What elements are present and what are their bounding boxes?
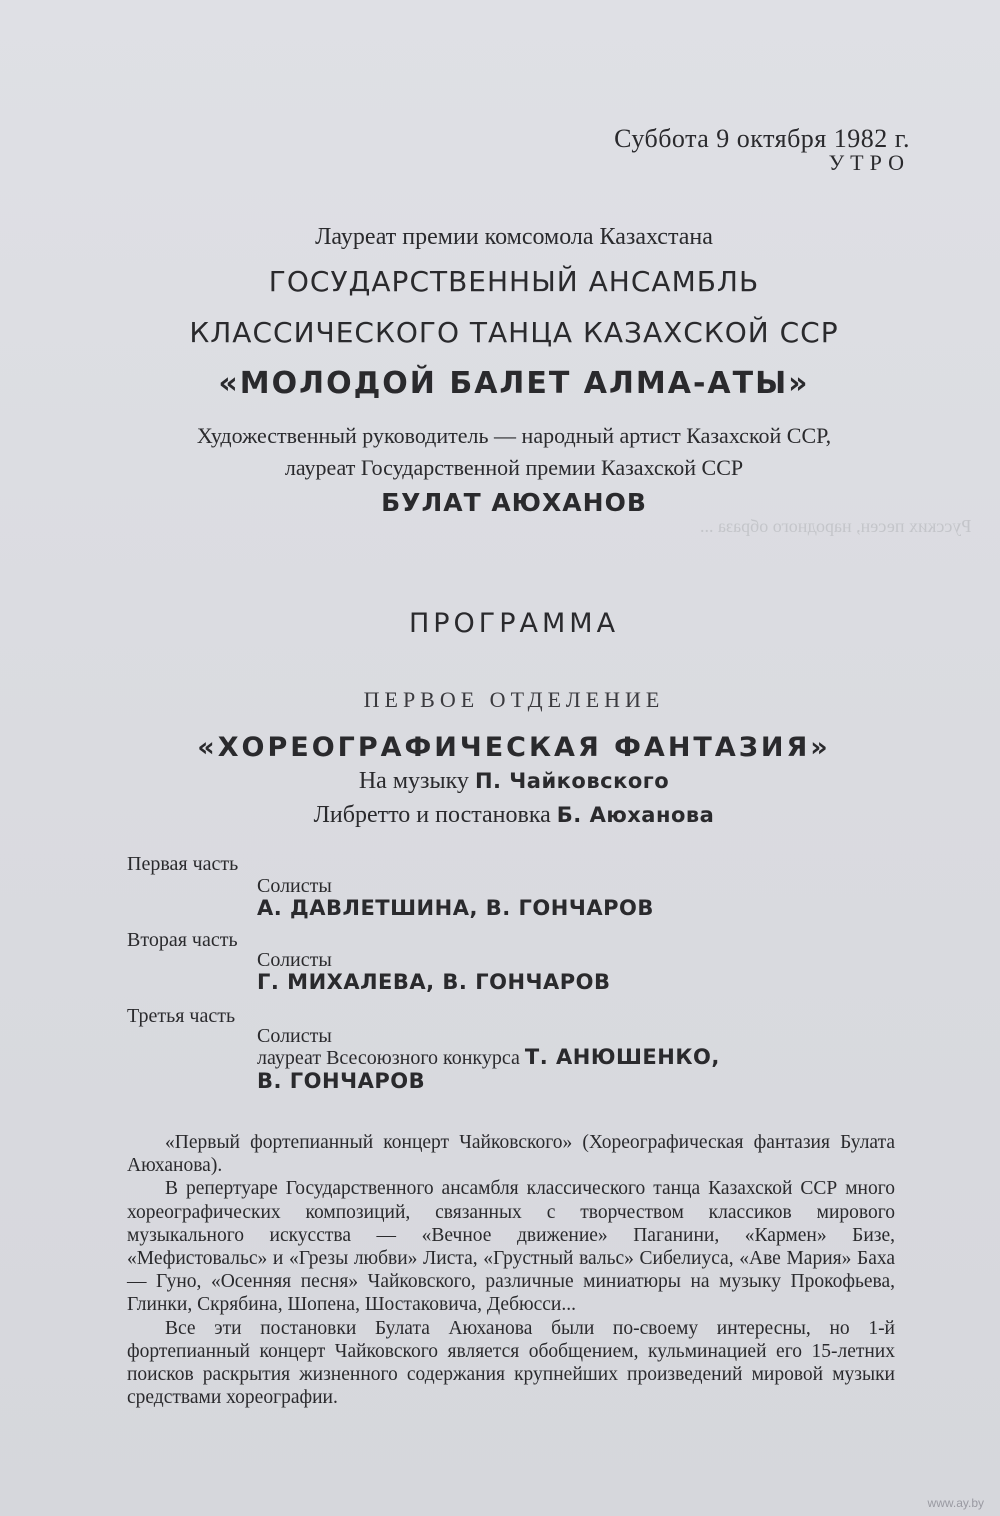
director-title-line2: лауреат Государственной премии Казахской ССР bbox=[284, 455, 744, 480]
music-prefix: На музыку bbox=[358, 768, 469, 794]
concert-time: УТРО bbox=[828, 150, 910, 175]
ensemble-name-line1: ГОСУДАРСТВЕННЫЙ АНСАМБЛЬ bbox=[268, 265, 760, 298]
description-paragraph: «Первый фортепианный концерт Чайковского» (Хореографическая фантазия Булата Аюханова). bbox=[127, 1132, 895, 1177]
music-credit bbox=[14, 768, 1000, 795]
section-label: ПЕРВОЕ ОТДЕЛЕНИЕ bbox=[363, 687, 665, 712]
composer-name: П. Чайковского bbox=[474, 769, 670, 793]
choreographer-name: Б. Аюханова bbox=[556, 803, 715, 827]
ensemble-laureate: Лауреат премии комсомола Казахстана bbox=[315, 224, 713, 250]
part-label: Третья часть bbox=[127, 1005, 236, 1027]
soloists-label: Солисты bbox=[257, 949, 332, 971]
description-paragraph: Все эти постановки Булата Аюханова были по-своему интересны, но 1-й фортепианный концерт Чайковского является обобщением, кульминацией его 15-летних поисков раскрытия жизненного содержания крупнейших произведений мировой музыки средствами хореографии. bbox=[127, 1317, 895, 1409]
work-title: «ХОРЕОГРАФИЧЕСКАЯ ФАНТАЗИЯ» bbox=[197, 732, 831, 763]
concert-date: Суббота 9 октября 1982 г. bbox=[614, 124, 910, 153]
director-name: БУЛАТ АЮХАНОВ bbox=[381, 488, 647, 517]
libretto-credit bbox=[14, 802, 1000, 829]
soloists-line bbox=[257, 1045, 720, 1070]
soloists-prefix: лауреат Всесоюзного конкурса bbox=[257, 1047, 520, 1069]
program-heading: ПРОГРАММА bbox=[408, 608, 620, 639]
soloists-label: Солисты bbox=[257, 1025, 332, 1047]
soloists-names: Т. АНЮШЕНКО, bbox=[524, 1045, 720, 1069]
soloists-names: Г. МИХАЛЕВА, В. ГОНЧАРОВ bbox=[257, 970, 611, 994]
watermark: www.ay.by bbox=[927, 1496, 984, 1510]
soloists-names-line2: В. ГОНЧАРОВ bbox=[257, 1069, 426, 1093]
soloists-names: А. ДАВЛЕТШИНА, В. ГОНЧАРОВ bbox=[257, 896, 654, 920]
part-label: Вторая часть bbox=[127, 929, 238, 951]
description-paragraph: В репертуаре Государственного ансамбля классического танца Казахской ССР много хореографических композиций, связанных с творчеством классиков мирового музыкального искусства — «Вечное движение» Паганини, «Кармен» Бизе, «Мефистовальс» и «Грезы любви» Листа, «Грустный вальс» Сибелиуса, «Аве Мария» Баха — Гуно, «Осенняя песня» Чайковского, различные миниатюры на музыку Прокофьева, Глинки, Скрябина, Шопена, Шостаковича, Дебюсси... bbox=[127, 1178, 895, 1316]
ensemble-name-line3: «МОЛОДОЙ БАЛЕТ АЛМА-АТЫ» bbox=[218, 366, 810, 401]
ensemble-name-line2: КЛАССИЧЕСКОГО ТАНЦА КАЗАХСКОЙ ССР bbox=[189, 316, 839, 349]
bleed-through-text: Русских песен, народного образа ... bbox=[700, 516, 972, 536]
director-title-line1: Художественный руководитель — народный артист Казахской ССР, bbox=[196, 423, 832, 448]
soloists-label: Солисты bbox=[257, 875, 332, 897]
description bbox=[127, 1131, 895, 1409]
libretto-prefix: Либретто и постановка bbox=[313, 802, 551, 828]
part-label: Первая часть bbox=[127, 853, 239, 875]
